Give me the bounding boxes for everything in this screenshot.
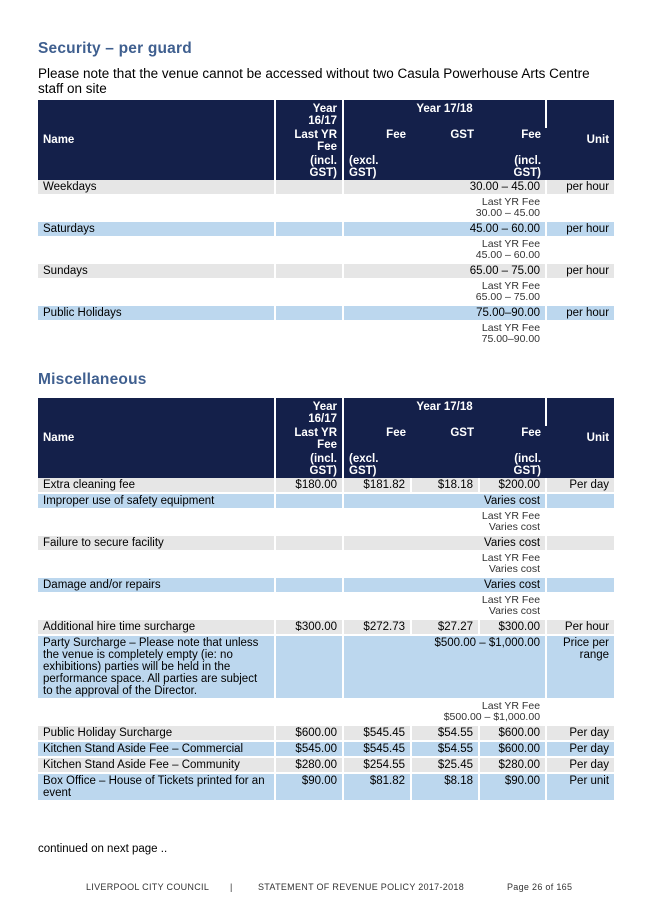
row-fee-excl: $254.55 xyxy=(343,757,411,773)
header-unit: Unit xyxy=(546,398,614,478)
header-gst: GST xyxy=(411,128,479,154)
row-unit: per hour xyxy=(546,180,614,195)
last-yr-label: Last YR Fee xyxy=(481,700,541,712)
row-fee: 30.00 – 45.00 xyxy=(343,180,546,195)
row-gst: $27.27 xyxy=(411,619,479,635)
row-varies: Varies cost xyxy=(343,535,546,551)
last-yr-value: 30.00 – 45.00 xyxy=(475,207,541,219)
last-yr-row xyxy=(38,279,614,305)
header-unit: Unit xyxy=(546,100,614,180)
row-gst: $54.55 xyxy=(411,725,479,741)
header-incl-gst-1: (incl. GST) xyxy=(275,154,343,180)
header-fee-incl: Fee xyxy=(479,128,546,154)
row-name: Failure to secure facility xyxy=(38,535,275,551)
misc-table xyxy=(38,398,614,802)
header-name: Name xyxy=(38,100,275,180)
table-row xyxy=(38,493,614,509)
last-yr-row xyxy=(38,551,614,577)
row-fee: 75.00–90.00 xyxy=(343,305,546,321)
row-fee: 65.00 – 75.00 xyxy=(343,263,546,279)
security-note: Please note that the venue cannot be accessed without two Casula Powerhouse Arts Centre staff on site xyxy=(38,66,590,96)
last-yr-label: Last YR Fee xyxy=(481,196,541,208)
row-last-yr: $90.00 xyxy=(275,773,343,801)
row-unit: Per day xyxy=(546,725,614,741)
last-yr-label: Last YR Fee xyxy=(481,594,541,606)
row-name: Party Surcharge – Please note that unless the venue is completely empty (ie: no exhibitions) parties will be held in the performance space. All parties are subject to the approval of the Director. xyxy=(38,635,275,699)
header-fee-excl: Fee xyxy=(343,128,411,154)
footer-document: STATEMENT OF REVENUE POLICY 2017-2018 xyxy=(258,882,465,892)
header-year1: Year 16/17 xyxy=(275,100,343,128)
last-yr-value: 65.00 – 75.00 xyxy=(475,291,541,303)
last-yr-row xyxy=(38,699,614,725)
row-fee-incl: $90.00 xyxy=(479,773,546,801)
header-excl-gst: (excl. GST) xyxy=(343,452,411,478)
last-yr-label: Last YR Fee xyxy=(481,322,541,334)
header-gst: GST xyxy=(411,426,479,452)
table-row xyxy=(38,535,614,551)
row-fee-excl: $545.45 xyxy=(343,725,411,741)
last-yr-label: Last YR Fee xyxy=(481,238,541,250)
row-unit: Per day xyxy=(546,741,614,757)
header-year2: Year 17/18 xyxy=(343,398,546,426)
security-title: Security – per guard xyxy=(38,40,192,57)
table-row xyxy=(38,741,614,757)
header-last-yr-fee: Last YR Fee xyxy=(275,128,343,154)
row-fee-incl: $280.00 xyxy=(479,757,546,773)
row-last-yr: $300.00 xyxy=(275,619,343,635)
row-last-yr: $545.00 xyxy=(275,741,343,757)
row-unit: Per hour xyxy=(546,619,614,635)
row-name: Box Office – House of Tickets printed for an event xyxy=(38,773,275,801)
misc-title: Miscellaneous xyxy=(38,371,147,388)
table-row xyxy=(38,577,614,593)
last-yr-row xyxy=(38,509,614,535)
row-last-yr: $280.00 xyxy=(275,757,343,773)
row-unit: Per unit xyxy=(546,773,614,801)
last-yr-row xyxy=(38,321,614,347)
row-last-yr: $600.00 xyxy=(275,725,343,741)
row-name: Kitchen Stand Aside Fee – Community xyxy=(38,757,275,773)
table-row xyxy=(38,305,614,321)
row-last-yr: $180.00 xyxy=(275,478,343,493)
last-yr-label: Last YR Fee xyxy=(481,510,541,522)
header-excl-gst: (excl. GST) xyxy=(343,154,411,180)
last-yr-value: 75.00–90.00 xyxy=(481,333,541,345)
row-fee-incl: $600.00 xyxy=(479,725,546,741)
table-row xyxy=(38,757,614,773)
row-name: Public Holidays xyxy=(38,305,275,321)
row-gst: $8.18 xyxy=(411,773,479,801)
footer-page: Page 26 of 165 xyxy=(507,882,573,892)
row-gst: $54.55 xyxy=(411,741,479,757)
security-table xyxy=(38,100,614,348)
row-name: Sundays xyxy=(38,263,275,279)
last-yr-value: $500.00 – $1,000.00 xyxy=(443,711,541,723)
header-fee-excl: Fee xyxy=(343,426,411,452)
header-incl-gst-2: (incl. GST) xyxy=(479,154,546,180)
header-fee-incl: Fee xyxy=(479,426,546,452)
table-row xyxy=(38,221,614,237)
row-name: Additional hire time surcharge xyxy=(38,619,275,635)
table-row xyxy=(38,478,614,493)
header-incl-gst-2: (incl. GST) xyxy=(479,452,546,478)
row-name: Weekdays xyxy=(38,180,275,195)
table-row xyxy=(38,263,614,279)
table-row xyxy=(38,773,614,801)
row-gst: $25.45 xyxy=(411,757,479,773)
last-yr-value: Varies cost xyxy=(488,605,541,617)
footer-separator: | xyxy=(230,882,233,892)
last-yr-row xyxy=(38,593,614,619)
table-row xyxy=(38,635,614,699)
row-unit: Per day xyxy=(546,757,614,773)
row-fee-excl: $272.73 xyxy=(343,619,411,635)
row-varies: Varies cost xyxy=(343,493,546,509)
row-unit: Per day xyxy=(546,478,614,493)
row-name: Improper use of safety equipment xyxy=(38,493,275,509)
last-yr-row xyxy=(38,237,614,263)
row-name: Damage and/or repairs xyxy=(38,577,275,593)
last-yr-row xyxy=(38,195,614,221)
row-unit: Price per range xyxy=(546,635,614,699)
row-name: Public Holiday Surcharge xyxy=(38,725,275,741)
row-unit: per hour xyxy=(546,263,614,279)
row-fee: 45.00 – 60.00 xyxy=(343,221,546,237)
row-varies: Varies cost xyxy=(343,577,546,593)
row-name: Kitchen Stand Aside Fee – Commercial xyxy=(38,741,275,757)
table-row xyxy=(38,619,614,635)
table-row xyxy=(38,180,614,195)
header-year2: Year 17/18 xyxy=(343,100,546,128)
header-incl-gst-1: (incl. GST) xyxy=(275,452,343,478)
row-unit: per hour xyxy=(546,221,614,237)
last-yr-label: Last YR Fee xyxy=(481,280,541,292)
footer-org: LIVERPOOL CITY COUNCIL xyxy=(86,882,210,892)
row-fee-excl: $181.82 xyxy=(343,478,411,493)
last-yr-value: Varies cost xyxy=(488,521,541,533)
last-yr-label: Last YR Fee xyxy=(481,552,541,564)
row-gst: $18.18 xyxy=(411,478,479,493)
header-last-yr-fee: Last YR Fee xyxy=(275,426,343,452)
row-fee-incl: $200.00 xyxy=(479,478,546,493)
row-name: Extra cleaning fee xyxy=(38,478,275,493)
header-year1: Year 16/17 xyxy=(275,398,343,426)
row-range: $500.00 – $1,000.00 xyxy=(343,635,546,699)
row-unit: per hour xyxy=(546,305,614,321)
row-fee-excl: $81.82 xyxy=(343,773,411,801)
last-yr-value: Varies cost xyxy=(488,563,541,575)
header-name: Name xyxy=(38,398,275,478)
table-row xyxy=(38,725,614,741)
last-yr-value: 45.00 – 60.00 xyxy=(475,249,541,261)
row-fee-incl: $600.00 xyxy=(479,741,546,757)
row-fee-incl: $300.00 xyxy=(479,619,546,635)
row-name: Saturdays xyxy=(38,221,275,237)
row-fee-excl: $545.45 xyxy=(343,741,411,757)
continued-note: continued on next page .. xyxy=(38,843,168,855)
